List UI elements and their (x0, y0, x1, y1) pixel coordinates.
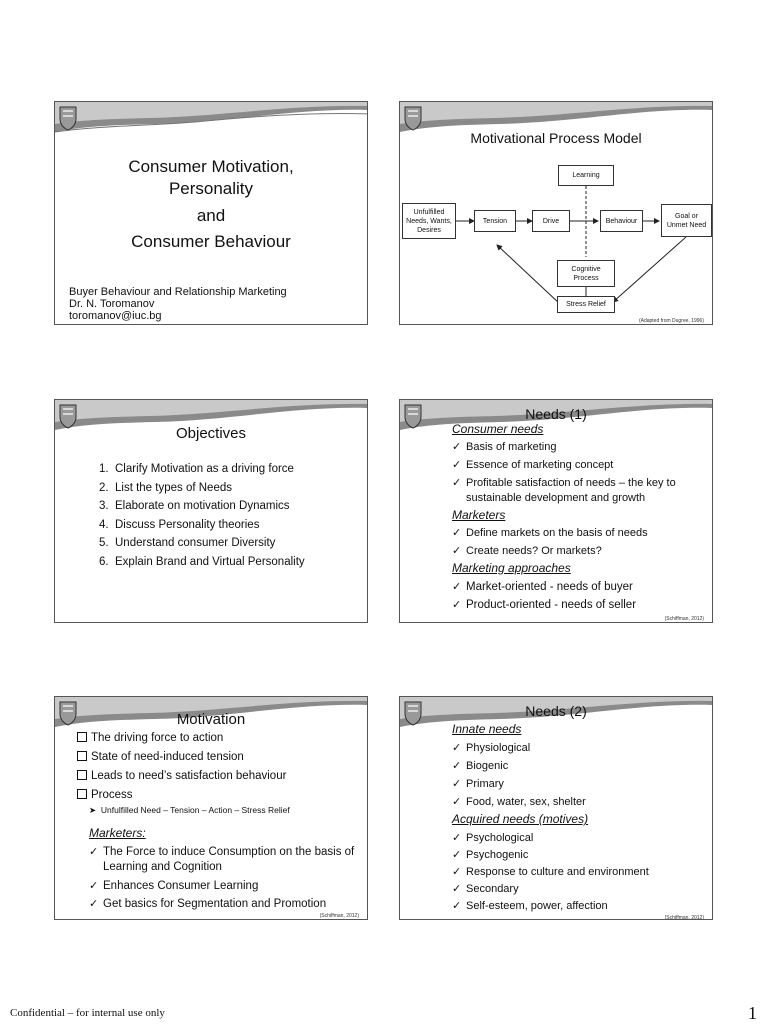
check-icon: ✓ (89, 880, 99, 892)
credits (69, 286, 287, 322)
list-item: 4. Discuss Personality theories (99, 518, 260, 531)
check-icon: ✓ (452, 883, 462, 895)
title-line-1: Consumer Motivation, (128, 157, 294, 176)
check-icon: ✓ (452, 527, 462, 539)
list-innate-needs (452, 741, 702, 813)
section-acquired-needs: Acquired needs (motives) (452, 812, 589, 826)
title-line-2: Personality (168, 179, 254, 198)
checkbox-icon (77, 789, 87, 799)
list-consumer-needs (452, 440, 702, 510)
list-marketers (89, 845, 359, 915)
check-icon: ✓ (452, 760, 462, 772)
slide-heading: Motivation (176, 711, 246, 728)
confidential-footer: Confidential – for internal use only (10, 1007, 165, 1019)
author-email: toromanov@iuc.bg (69, 310, 162, 322)
box-drive: Drive (532, 210, 570, 232)
list-item: ✓ Physiological (452, 742, 531, 754)
title-line-3: and (196, 206, 226, 225)
slide-banner (55, 102, 368, 136)
list-item: 3. Elaborate on motivation Dynamics (99, 500, 290, 513)
list-item: ✓ Get basics for Segmentation and Promotion (89, 898, 327, 910)
course-name: Buyer Behaviour and Relationship Marketing (69, 286, 287, 298)
check-icon: ✓ (452, 599, 462, 611)
list-item: ✓ Create needs? Or markets? (452, 545, 602, 557)
slide-heading: Needs (1) (525, 406, 587, 422)
check-icon: ✓ (452, 545, 462, 557)
crest-icon (59, 105, 77, 131)
process-sub-item: ➤ Unfulfilled Need – Tension – Action – Stress Relief (89, 805, 290, 815)
page-number: 1 (748, 1003, 757, 1023)
section-marketing-approaches: Marketing approaches (452, 561, 571, 575)
list-item: ✓ Psychological (452, 832, 534, 844)
list-item: State of need-induced tension (77, 750, 357, 764)
checkbox-icon (77, 732, 87, 742)
source-note: (Schiffman, 2012) (319, 913, 359, 919)
list-item: Leads to need’s satisfaction behaviour (77, 769, 357, 783)
slide-heading: Objectives (175, 425, 247, 442)
objectives-list (99, 463, 305, 575)
check-icon: ✓ (452, 477, 462, 489)
slide-needs-2 (399, 696, 713, 920)
slide-heading: Motivational Process Model (470, 130, 642, 146)
box-goal: Goal or Unmet Need (661, 204, 712, 237)
slide-needs-1 (399, 399, 713, 623)
section-marketers: Marketers: (89, 826, 146, 840)
checkbox-icon (77, 770, 87, 780)
check-icon: ✓ (452, 441, 462, 453)
list-item: ✓ Enhances Consumer Learning (89, 880, 259, 892)
checkbox-icon (77, 751, 87, 761)
list-item: ✓ Secondary (452, 883, 519, 895)
check-icon: ✓ (452, 866, 462, 878)
list-item: 2. List the types of Needs (99, 481, 232, 494)
box-cognitive: Cognitive Process (557, 260, 615, 287)
slide-motivation (54, 696, 368, 920)
box-unfulfilled: Unfulfilled Needs, Wants, Desires (402, 203, 456, 239)
list-item: ✓ Basis of marketing (452, 441, 557, 453)
source-note: (Schiffman, 2012) (664, 616, 704, 622)
check-icon: ✓ (452, 581, 462, 593)
arrow-right-icon: ➤ (89, 805, 97, 815)
list-item: 1. Clarify Motivation as a driving force (99, 463, 294, 475)
list-item: ✓ Food, water, sex, shelter (452, 796, 586, 808)
check-icon: ✓ (452, 742, 462, 754)
check-icon: ✓ (452, 900, 462, 912)
box-tension: Tension (474, 210, 516, 232)
list-item: Process (77, 788, 357, 802)
section-innate-needs: Innate needs (452, 722, 522, 736)
list-item: ✓ Market-oriented - needs of buyer (452, 581, 633, 593)
check-icon: ✓ (452, 778, 462, 790)
list-item: ✓ Psychogenic (452, 849, 529, 861)
list-item: ✓ The Force to induce Consumption on the basis of Learning and Cognition (89, 846, 355, 873)
slide-title (54, 101, 368, 325)
slide-process-model (399, 101, 713, 325)
check-icon: ✓ (452, 796, 462, 808)
check-icon: ✓ (452, 849, 462, 861)
list-item: 6. Explain Brand and Virtual Personality (99, 555, 305, 568)
section-marketers: Marketers (452, 508, 506, 522)
list-item: 5. Understand consumer Diversity (99, 537, 276, 550)
list-item: ✓ Essence of marketing concept (452, 459, 614, 471)
title-line-4: Consumer Behaviour (131, 232, 291, 251)
list-item: ✓ Biogenic (452, 760, 509, 772)
box-stress-relief: Stress Relief (557, 296, 615, 313)
check-icon: ✓ (452, 832, 462, 844)
box-learning: Learning (558, 165, 614, 186)
section-consumer-needs: Consumer needs (452, 422, 544, 436)
source-note: (Schiffman, 2012) (664, 915, 704, 920)
list-item: ✓ Response to culture and environment (452, 866, 649, 878)
list-item: ✓ Self-esteem, power, affection (452, 900, 608, 912)
check-icon: ✓ (452, 459, 462, 471)
box-behaviour: Behaviour (600, 210, 643, 232)
list-motivation (77, 731, 357, 807)
list-item: ✓ Product-oriented - needs of seller (452, 599, 637, 611)
slide-objectives (54, 399, 368, 623)
list-marketers (452, 526, 702, 562)
list-acquired-needs (452, 831, 702, 916)
list-item: ✓ Define markets on the basis of needs (452, 527, 648, 539)
author-name: Dr. N. Toromanov (69, 298, 155, 310)
check-icon: ✓ (89, 898, 99, 910)
source-note: (Adapted from Dugree, 1996) (638, 318, 704, 324)
list-item: ✓ Profitable satisfaction of needs – the key to sustainable development and growth (452, 477, 676, 504)
list-approaches (452, 580, 702, 616)
slide-heading: Needs (2) (525, 703, 587, 719)
check-icon: ✓ (89, 846, 99, 858)
list-item: ✓ Primary (452, 778, 504, 790)
list-item: The driving force to action (77, 731, 357, 745)
